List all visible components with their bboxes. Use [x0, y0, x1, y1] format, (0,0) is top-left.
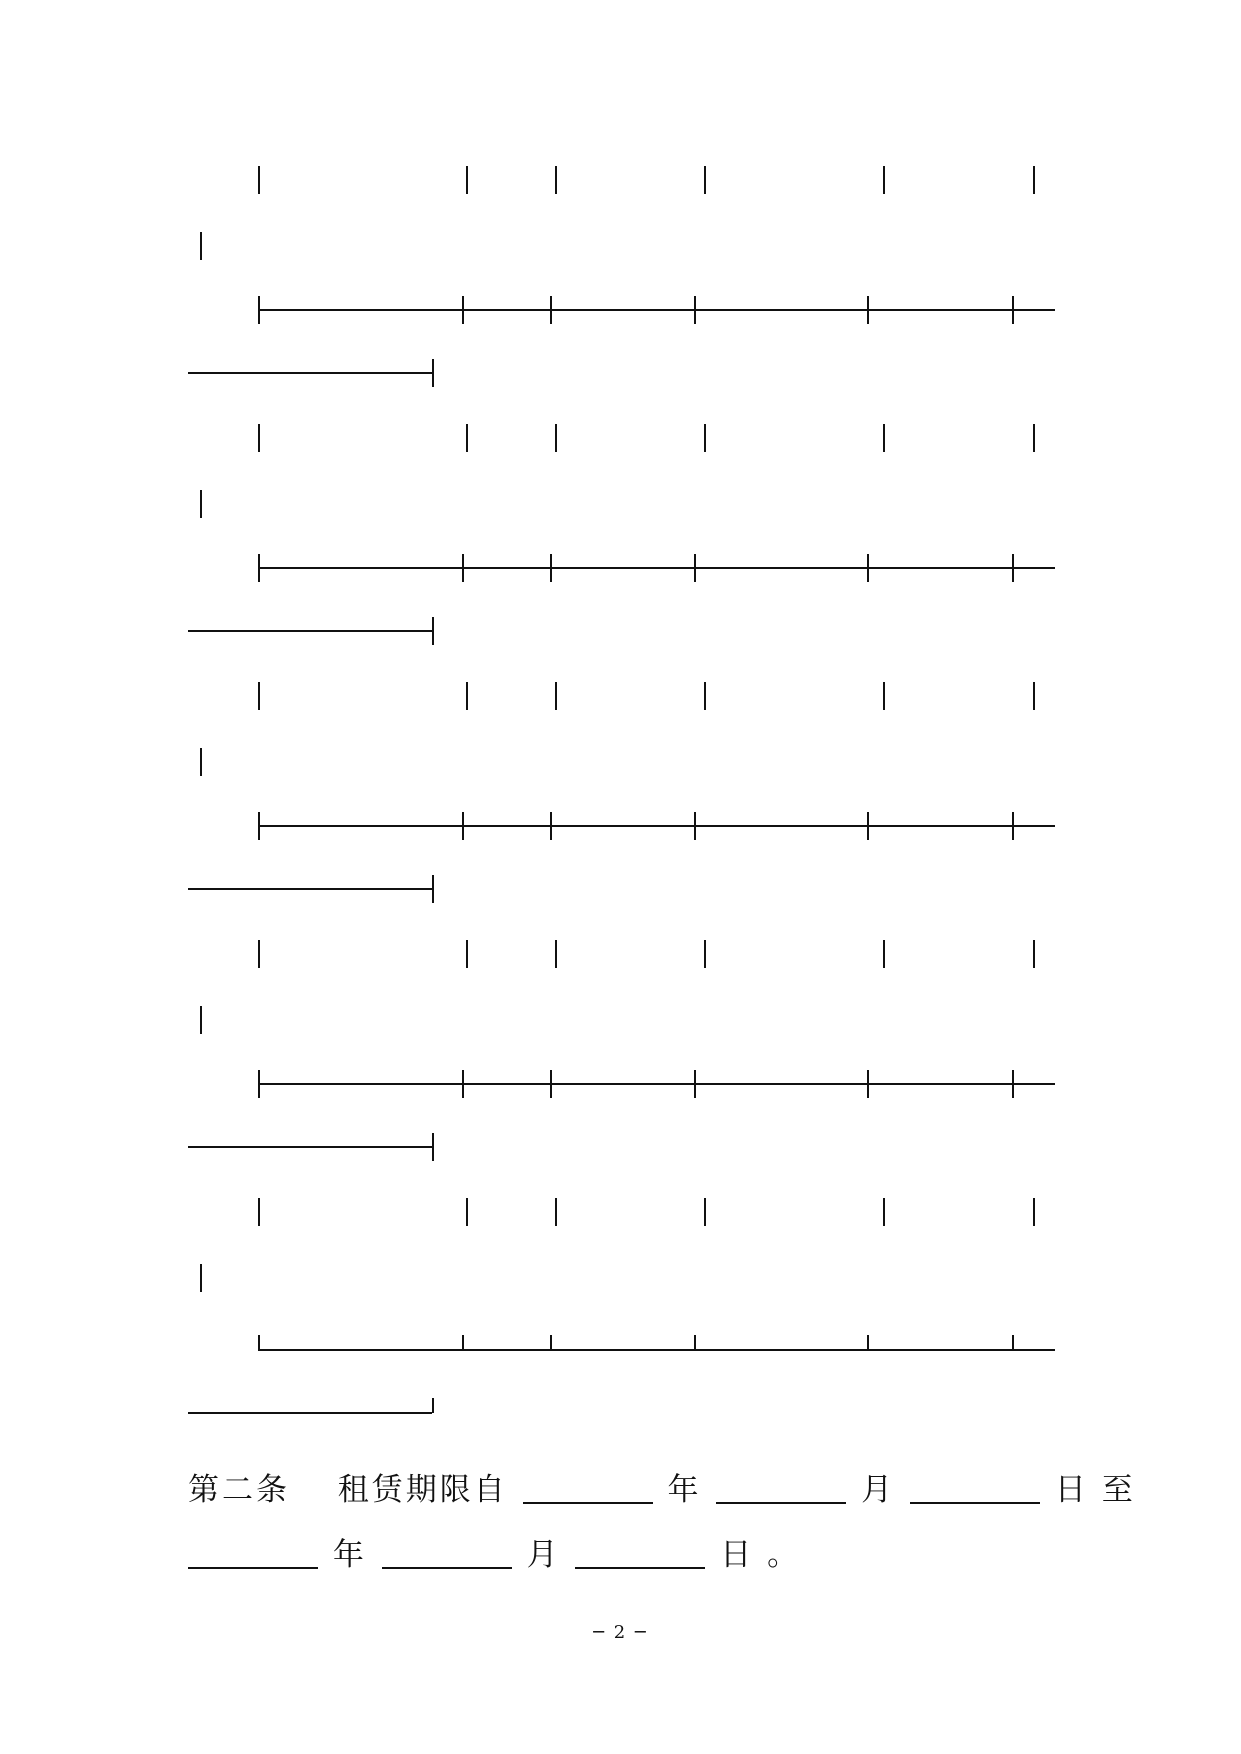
row-junction [694, 1070, 696, 1098]
start-month-blank [716, 1472, 846, 1504]
clause-end-mark: 。 [767, 1537, 802, 1573]
row-junction [1012, 1070, 1014, 1098]
cell-divider [466, 1198, 468, 1226]
cell-divider-wrapped [200, 748, 202, 776]
start-year-blank [523, 1472, 653, 1504]
row-junction-end [432, 617, 434, 645]
clause-2-line-1 [188, 1470, 1136, 1510]
row-junction [550, 296, 552, 324]
cell-divider [704, 424, 706, 452]
cell-divider [883, 940, 885, 968]
start-day-unit: 日 [1054, 1472, 1089, 1508]
end-day-blank [575, 1537, 705, 1569]
row-junction-end [432, 1133, 434, 1161]
start-year-unit: 年 [667, 1472, 702, 1508]
cell-divider [555, 424, 557, 452]
cell-divider [883, 166, 885, 194]
cell-divider [704, 1198, 706, 1226]
cell-divider [1033, 940, 1035, 968]
row-separator-wrapped [188, 372, 432, 374]
cell-divider [555, 940, 557, 968]
end-year-unit: 年 [332, 1537, 367, 1573]
row-junction [258, 1335, 260, 1350]
cell-divider [555, 1198, 557, 1226]
end-month-unit: 月 [526, 1537, 561, 1573]
end-month-blank [382, 1537, 512, 1569]
start-day-blank [910, 1472, 1040, 1504]
row-separator [258, 825, 1055, 827]
cell-divider [466, 166, 468, 194]
row-junction [694, 812, 696, 840]
row-junction [1012, 296, 1014, 324]
end-year-blank [188, 1537, 318, 1569]
cell-divider [555, 166, 557, 194]
cell-divider-wrapped [200, 1006, 202, 1034]
row-junction [867, 554, 869, 582]
cell-divider [1033, 424, 1035, 452]
row-junction-end [432, 875, 434, 903]
cell-divider-wrapped [200, 1264, 202, 1292]
row-junction-end [432, 359, 434, 387]
row-separator-wrapped [188, 1146, 432, 1148]
row-separator [258, 567, 1055, 569]
start-month-unit: 月 [861, 1472, 896, 1508]
connector-to: 至 [1101, 1472, 1136, 1508]
row-junction [258, 554, 260, 582]
row-junction [694, 1335, 696, 1350]
row-junction [1012, 554, 1014, 582]
cell-divider [704, 166, 706, 194]
cell-divider [883, 424, 885, 452]
table-bottom-border-wrapped [188, 1412, 432, 1414]
row-junction [462, 1070, 464, 1098]
cell-divider [466, 682, 468, 710]
cell-divider [466, 940, 468, 968]
table-bottom-border [258, 1349, 1055, 1351]
cell-divider [466, 424, 468, 452]
row-junction [462, 296, 464, 324]
cell-divider [258, 940, 260, 968]
cell-divider [1033, 682, 1035, 710]
row-junction [462, 812, 464, 840]
cell-divider [1033, 1198, 1035, 1226]
cell-divider [704, 682, 706, 710]
clause-number: 第二条 [188, 1472, 290, 1508]
row-separator [258, 309, 1055, 311]
cell-divider-wrapped [200, 232, 202, 260]
row-junction [258, 1070, 260, 1098]
row-junction [694, 554, 696, 582]
row-junction-end [432, 1398, 434, 1413]
row-junction [550, 1335, 552, 1350]
row-junction [462, 1335, 464, 1350]
end-day-unit: 日 [720, 1537, 755, 1573]
cell-divider [1033, 166, 1035, 194]
cell-divider-wrapped [200, 490, 202, 518]
row-junction [1012, 1335, 1014, 1350]
row-junction [694, 296, 696, 324]
cell-divider [258, 1198, 260, 1226]
cell-divider [555, 682, 557, 710]
cell-divider [704, 940, 706, 968]
row-junction [550, 554, 552, 582]
cell-divider [258, 682, 260, 710]
cell-divider [883, 682, 885, 710]
clause-2-line-2 [188, 1535, 1068, 1575]
row-separator [258, 1083, 1055, 1085]
row-junction [258, 812, 260, 840]
page-number: ─ 2 ─ [593, 1622, 648, 1643]
row-junction [258, 296, 260, 324]
row-junction [867, 1335, 869, 1350]
row-junction [867, 296, 869, 324]
row-junction [550, 1070, 552, 1098]
row-junction [867, 812, 869, 840]
clause-title: 租赁期限自 [337, 1472, 508, 1508]
row-junction [867, 1070, 869, 1098]
cell-divider [258, 166, 260, 194]
row-separator-wrapped [188, 630, 432, 632]
row-junction [1012, 812, 1014, 840]
row-junction [462, 554, 464, 582]
cell-divider [258, 424, 260, 452]
cell-divider [883, 1198, 885, 1226]
row-separator-wrapped [188, 888, 432, 890]
row-junction [550, 812, 552, 840]
